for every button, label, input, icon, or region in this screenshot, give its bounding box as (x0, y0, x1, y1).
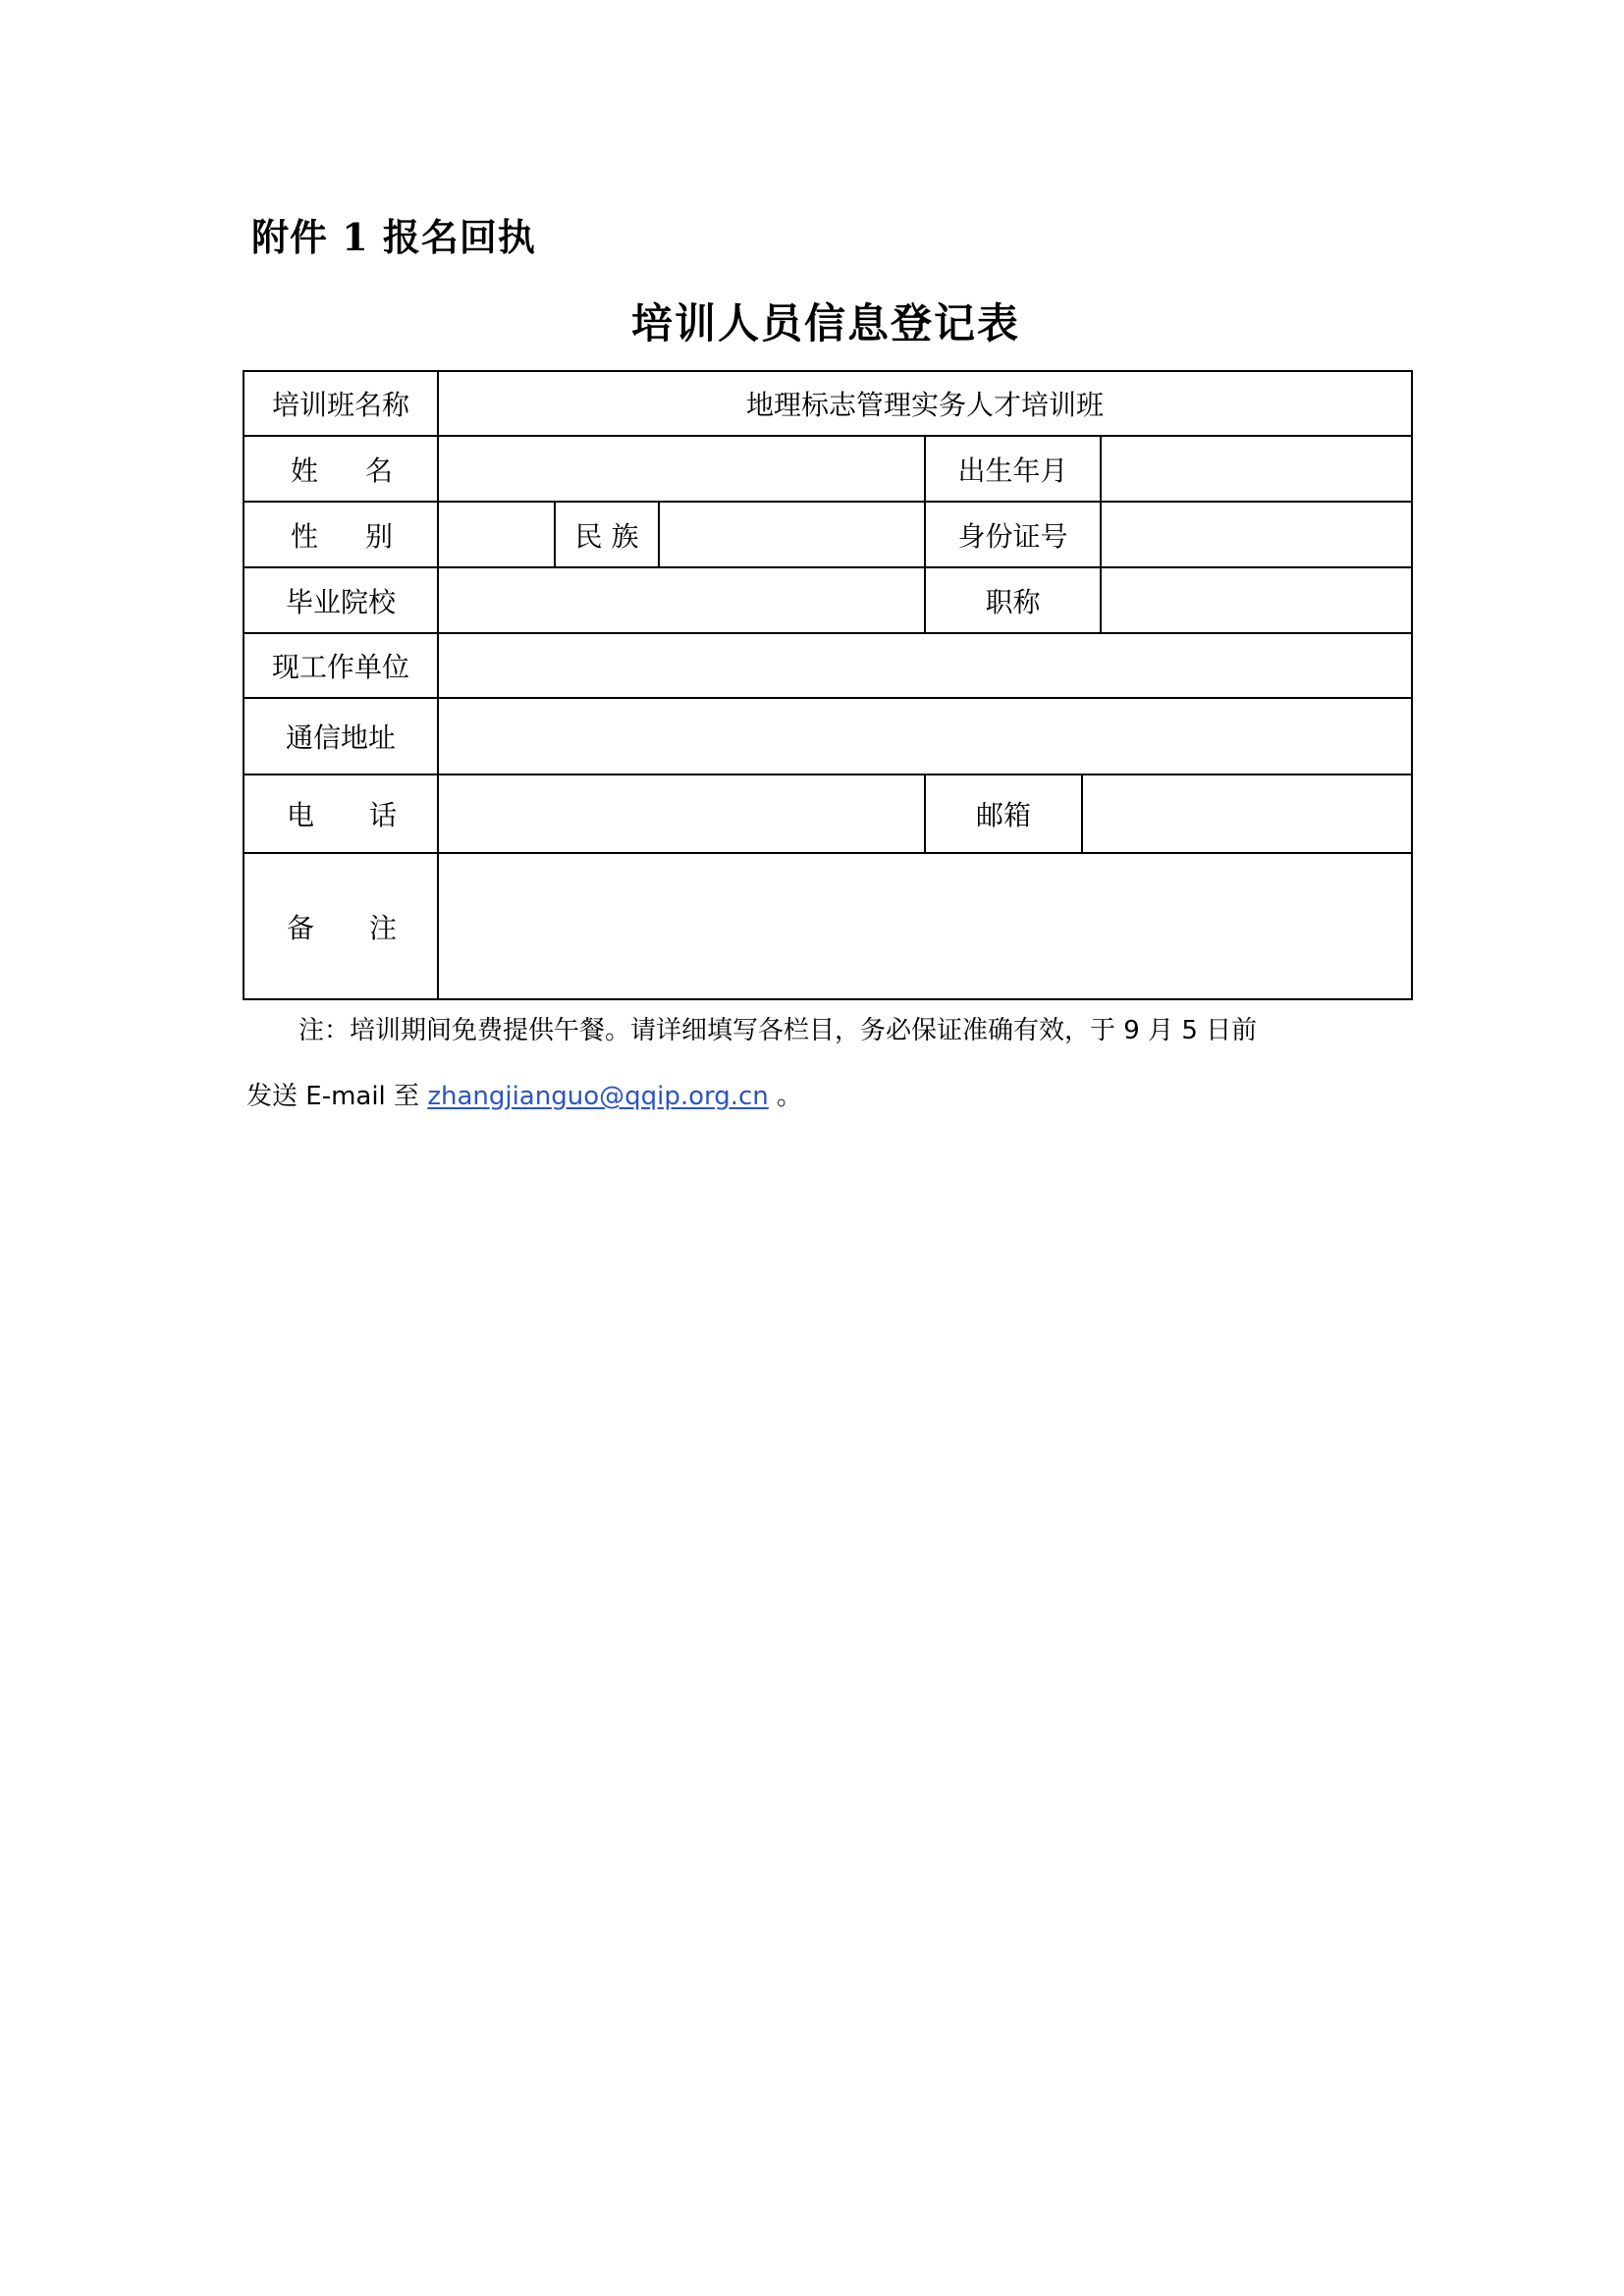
gender-label-char-1: 性 (291, 519, 319, 553)
id-number-label: 身份证号 (957, 519, 1068, 553)
note-line-1: 注：培训期间免费提供午餐。请详细填写各栏目，务必保证准确有效，于 9 月 5 日前 (298, 1016, 1258, 1045)
birth-date-label: 出生年月 (957, 454, 1068, 487)
mailbox-label: 邮箱 (975, 799, 1031, 831)
address-label: 通信地址 (285, 721, 396, 754)
ethnicity-field[interactable] (659, 502, 925, 567)
employer-field[interactable] (438, 633, 1412, 698)
phone-label (287, 774, 397, 853)
phone-label-char-1: 电 (287, 799, 315, 831)
remarks-field[interactable] (438, 853, 1412, 999)
name-label-char-1: 姓 (291, 454, 319, 487)
phone-field[interactable] (438, 774, 925, 853)
job-title-field[interactable] (1101, 567, 1412, 633)
school-field[interactable] (438, 567, 925, 633)
ethnicity-label: 民 族 (574, 519, 639, 553)
attachment-heading: 附件 1 报名回执 (251, 215, 536, 259)
employer-label: 现工作单位 (271, 651, 409, 683)
gender-label-char-2: 别 (364, 519, 393, 553)
note-send-suffix: 。 (768, 1082, 803, 1111)
name-label (291, 436, 393, 502)
note-send-prefix: 发送 E-mail 至 (246, 1082, 428, 1111)
job-title-label: 职称 (985, 585, 1041, 618)
email-link[interactable]: zhangjianguo@qqip.org.cn (427, 1082, 769, 1111)
gender-label (291, 502, 393, 567)
name-field[interactable] (438, 436, 925, 502)
gender-field[interactable] (438, 502, 555, 567)
note-line-2 (246, 1077, 802, 1116)
phone-label-char-2: 话 (368, 799, 397, 831)
remarks-label (287, 853, 397, 999)
form-title: 培训人员信息登记表 (630, 299, 1020, 347)
course-name-value: 地理标志管理实务人才培训班 (745, 389, 1104, 421)
course-name-label: 培训班名称 (271, 389, 409, 421)
remarks-label-char-2: 注 (368, 911, 397, 944)
address-field[interactable] (438, 698, 1412, 774)
remarks-label-char-1: 备 (287, 911, 315, 944)
id-number-field[interactable] (1101, 502, 1412, 567)
school-label: 毕业院校 (285, 585, 396, 618)
name-label-char-2: 名 (364, 454, 393, 487)
mailbox-field[interactable] (1082, 774, 1412, 853)
birth-date-field[interactable] (1101, 436, 1412, 502)
